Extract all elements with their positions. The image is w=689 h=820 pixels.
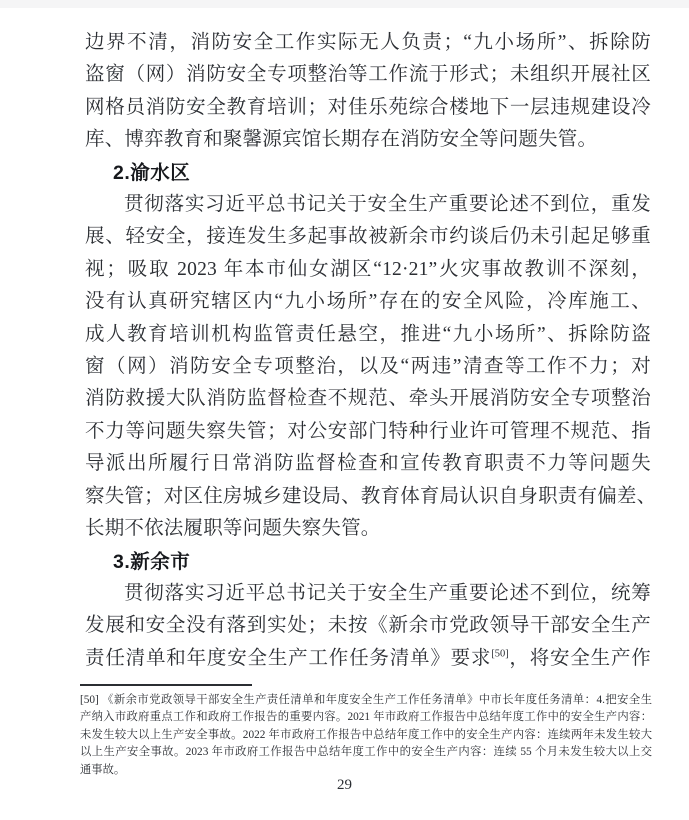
footnote-line: 产纳入市政府重点工作和政府工作报告的重要内容。2021 年市政府工作报告中总结年度工作中的安全生产内容： <box>80 711 652 724</box>
text-line: 窗（网）消防安全专项整治，以及“两违”清查等工作不力；对 <box>85 356 651 378</box>
section-heading: 2.渝水区 <box>113 161 191 184</box>
text-line: 视；吸取 2023 年本市仙女湖区“12·21”火灾事故教训不深刻， <box>85 258 651 280</box>
text-line: 边界不清，消防安全工作实际无人负责；“九小场所”、拆除防 <box>85 32 651 53</box>
text-line: 不力等问题失察失管；对公安部门特种行业许可管理不规范、指 <box>85 420 651 442</box>
text-line: 长期不依法履职等问题失察失管。 <box>85 518 381 540</box>
text-line: 发展和安全没有落到实处；未按《新余市党政领导干部安全生产 <box>85 615 651 637</box>
footnote-section <box>80 684 652 779</box>
text-line: 成人教育培训机构监管责任悬空，推进“九小场所”、拆除防盗 <box>85 323 651 345</box>
footnote-line: [50] 《新余市党政领导干部安全生产责任清单和年度安全生产工作任务清单》中市长年度任务清单：4.把安全生 <box>80 694 652 706</box>
footnote-separator-rule <box>80 684 252 686</box>
footnote-line: 未发生较大以上生产安全事故。2022 年市政府工作报告中总结年度工作中的安全生产内容：连续两年未发生较大 <box>80 728 652 741</box>
text-line: 盗窗（网）消防安全专项整治等工作流于形式；未组织开展社区 <box>85 64 651 86</box>
text-line: 贯彻落实习近平总书记关于安全生产重要论述不到位，重发 <box>124 194 651 216</box>
text-line: 导派出所履行日常消防监督检查和宣传教育职责不力等问题失 <box>85 453 651 475</box>
document-body <box>85 27 657 675</box>
section-heading: 3.新余市 <box>113 550 191 573</box>
text-line <box>85 643 651 675</box>
text-line: 察失管；对区住房城乡建设局、教育体育局认识自身职责有偏差、 <box>85 485 657 507</box>
page-top-edge <box>0 0 689 8</box>
text-line: 网格员消防安全教育培训；对佳乐苑综合楼地下一层违规建设冷 <box>85 96 651 118</box>
text-line: 贯彻落实习近平总书记关于安全生产重要论述不到位，统筹 <box>124 582 651 604</box>
text-line: 库、博弈教育和聚馨源宾馆长期存在消防安全等问题失管。 <box>85 129 598 151</box>
footnote-line: 通事故。 <box>80 763 126 776</box>
footnote-lines <box>80 692 652 779</box>
text-segment: 责任清单和年度安全生产工作任务清单》要求 <box>85 647 492 669</box>
text-segment: ，将安全生产作 <box>508 647 651 669</box>
footnote-ref: [50] <box>491 648 509 660</box>
text-line: 展、轻安全，接连发生多起事故被新余市约谈后仍未引起足够重 <box>85 226 651 248</box>
footnote-line: 以上生产安全事故。2023 年市政府工作报告中总结年度工作中的安全生产内容：连续 55 个月未发生较大以上交 <box>80 746 652 759</box>
page-number: 29 <box>337 777 352 793</box>
text-line: 没有认真研究辖区内“九小场所”存在的安全风险，冷库施工、 <box>85 291 651 313</box>
text-line: 消防救援大队消防监督检查不规范、牵头开展消防安全专项整治 <box>85 388 651 410</box>
